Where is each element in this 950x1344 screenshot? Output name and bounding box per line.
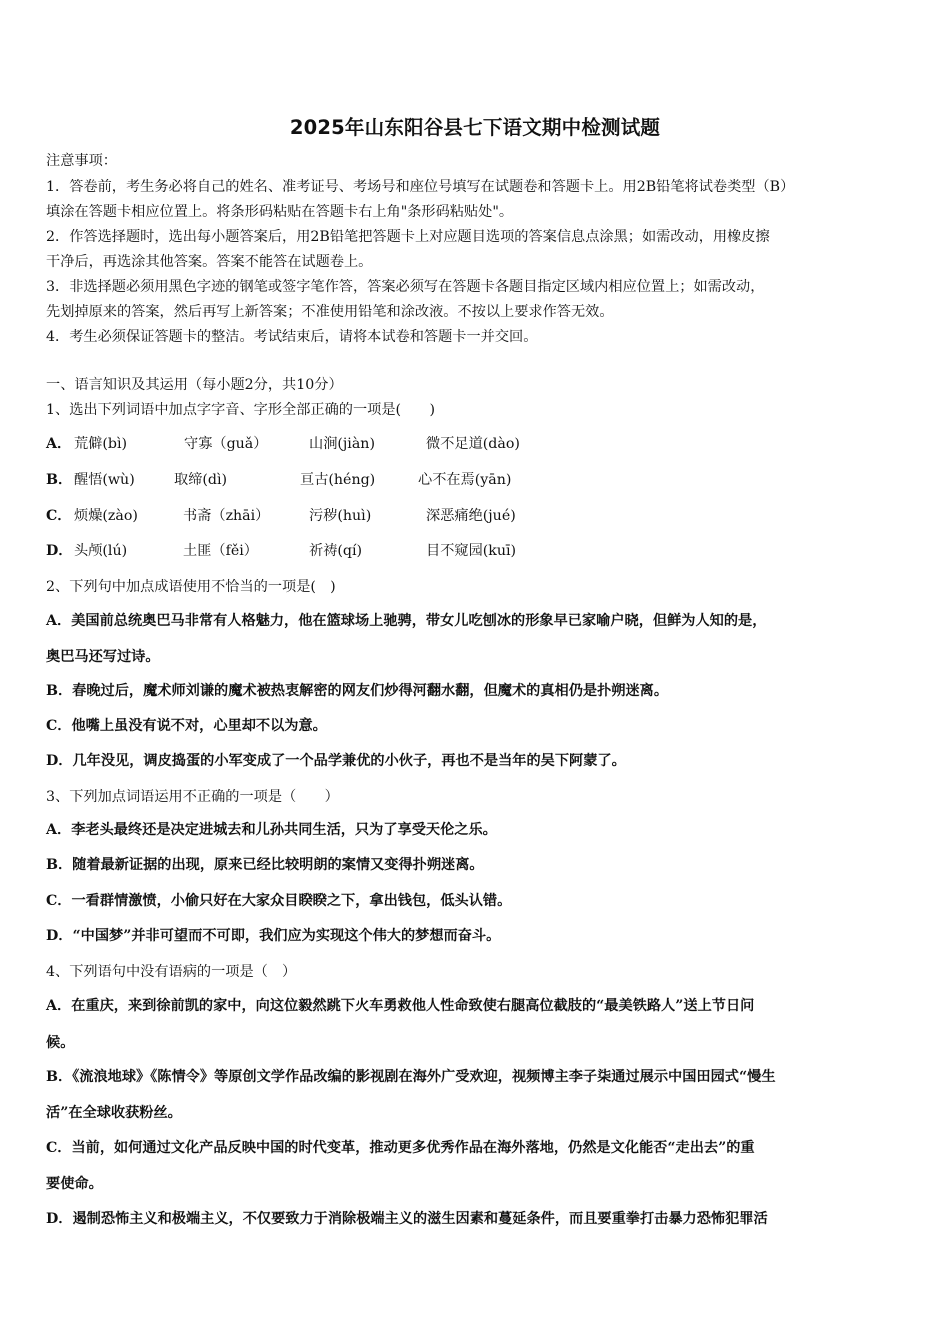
question-2-option: D．几年没见，调皮捣蛋的小军变成了一个品学兼优的小伙子，再也不是当年的吴下阿蒙了。 [46, 753, 626, 769]
option-word: 深恶痛绝(jué) [426, 508, 516, 524]
question-2-stem: 2、下列句中加点成语使用不恰当的一项是( ) [46, 579, 336, 595]
notice-line: 1．答卷前，考生务必将自己的姓名、准考证号、考场号和座位号填写在试题卷和答题卡上。用2B铅笔将试卷类型（B） [46, 179, 795, 195]
option-word: 头颅(lú) [74, 543, 128, 559]
notice-line: 2．作答选择题时，选出每小题答案后，用2B铅笔把答题卡上对应题目选项的答案信息点涂黑；如需改动，用橡皮擦 [46, 229, 770, 245]
notice-line: 4．考生必须保证答题卡的整洁。考试结束后，请将本试卷和答题卡一并交回。 [46, 329, 538, 345]
question-3-option: D．“中国梦”并非可望而不可即，我们应为实现这个伟大的梦想而奋斗。 [46, 928, 501, 944]
option-label: C． [46, 508, 72, 524]
notice-line: 3．非选择题必须用黑色字迹的钢笔或签字笔作答，答案必须写在答题卡各题目指定区域内相应位置上；如需改动， [46, 279, 765, 295]
question-2-option: 奥巴马还写过诗。 [46, 649, 160, 665]
question-4-option: D．遏制恐怖主义和极端主义，不仅要致力于消除极端主义的滋生因素和蔓延条件，而且要重拳打击暴力恐怖犯罪活 [46, 1211, 768, 1227]
option-word: 守寡（guǎ） [184, 436, 268, 452]
option-word: 书斋（zhāi） [183, 508, 270, 524]
question-3-option: C．一看群情激愤，小偷只好在大家众目睽睽之下，拿出钱包，低头认错。 [46, 893, 512, 909]
question-3-option: B．随着最新证据的出现，原来已经比较明朗的案情又变得扑朔迷离。 [46, 857, 484, 873]
notice-line: 填涂在答题卡相应位置上。将条形码粘贴在答题卡右上角"条形码粘贴处"。 [46, 204, 514, 220]
notice-heading: 注意事项： [46, 153, 117, 169]
option-word: 目不窥园(kuī) [426, 543, 517, 559]
notice-line: 先划掉原来的答案，然后再写上新答案；不准使用铅笔和涂改液。不按以上要求作答无效。 [46, 304, 614, 320]
question-2-option: B．春晚过后，魔术师刘谦的魔术被热衷解密的网友们炒得河翻水翻，但魔术的真相仍是扑朔迷离。 [46, 683, 669, 699]
question-4-option: C．当前，如何通过文化产品反映中国的时代变革，推动更多优秀作品在海外落地，仍然是文化能否“走出去”的重 [46, 1140, 755, 1156]
option-word: 取缔(dì) [174, 472, 228, 488]
option-word: 亘古(héng) [300, 472, 376, 488]
option-label: A． [46, 436, 72, 452]
page-title: 2025年山东阳谷县七下语文期中检测试题 [289, 116, 661, 139]
question-3-option: A．李老头最终还是决定进城去和儿孙共同生活，只为了享受天伦之乐。 [46, 822, 497, 838]
question-2-option: C．他嘴上虽没有说不对，心里却不以为意。 [46, 718, 327, 734]
question-4-option: 要使命。 [46, 1176, 103, 1192]
option-word: 山涧(jiàn) [309, 436, 375, 452]
question-4-option: A．在重庆，来到徐前凯的家中，向这位毅然跳下火车勇救他人性命致使右腿高位截肢的“最美铁路人”送上节日问 [46, 998, 755, 1014]
option-word: 祈祷(qí) [309, 543, 363, 559]
question-1-stem: 1、选出下列词语中加点字字音、字形全部正确的一项是( ) [46, 402, 435, 418]
option-word: 微不足道(dào) [426, 436, 520, 452]
option-word: 土匪（fěi） [183, 543, 258, 559]
option-word: 荒僻(bì) [74, 436, 128, 452]
option-word: 污秽(huì) [309, 508, 372, 524]
option-word: 烦燥(zào) [74, 508, 138, 524]
section-heading: 一、语言知识及其运用（每小题2分，共10分） [46, 377, 343, 393]
question-4-option: 候。 [46, 1035, 75, 1051]
question-2-option: A．美国前总统奥巴马非常有人格魅力，他在篮球场上驰骋，带女儿吃刨冰的形象早已家喻户晓，但鲜为人知的是， [46, 613, 767, 629]
question-4-stem: 4、下列语句中没有语病的一项是（ ） [46, 964, 297, 980]
option-word: 醒悟(wù) [74, 472, 135, 488]
option-label: B． [46, 472, 73, 488]
question-3-stem: 3、下列加点词语运用不正确的一项是（ ） [46, 789, 339, 805]
question-4-option: B．《流浪地球》《陈情令》等原创文学作品改编的影视剧在海外广受欢迎，视频博主李子柒通过展示中国田园式“慢生 [46, 1069, 776, 1085]
question-4-option: 活”在全球收获粉丝。 [46, 1105, 182, 1121]
notice-line: 干净后，再选涂其他答案。答案不能答在试题卷上。 [46, 254, 373, 270]
option-word: 心不在焉(yān) [418, 472, 512, 488]
option-label: D． [46, 543, 73, 559]
